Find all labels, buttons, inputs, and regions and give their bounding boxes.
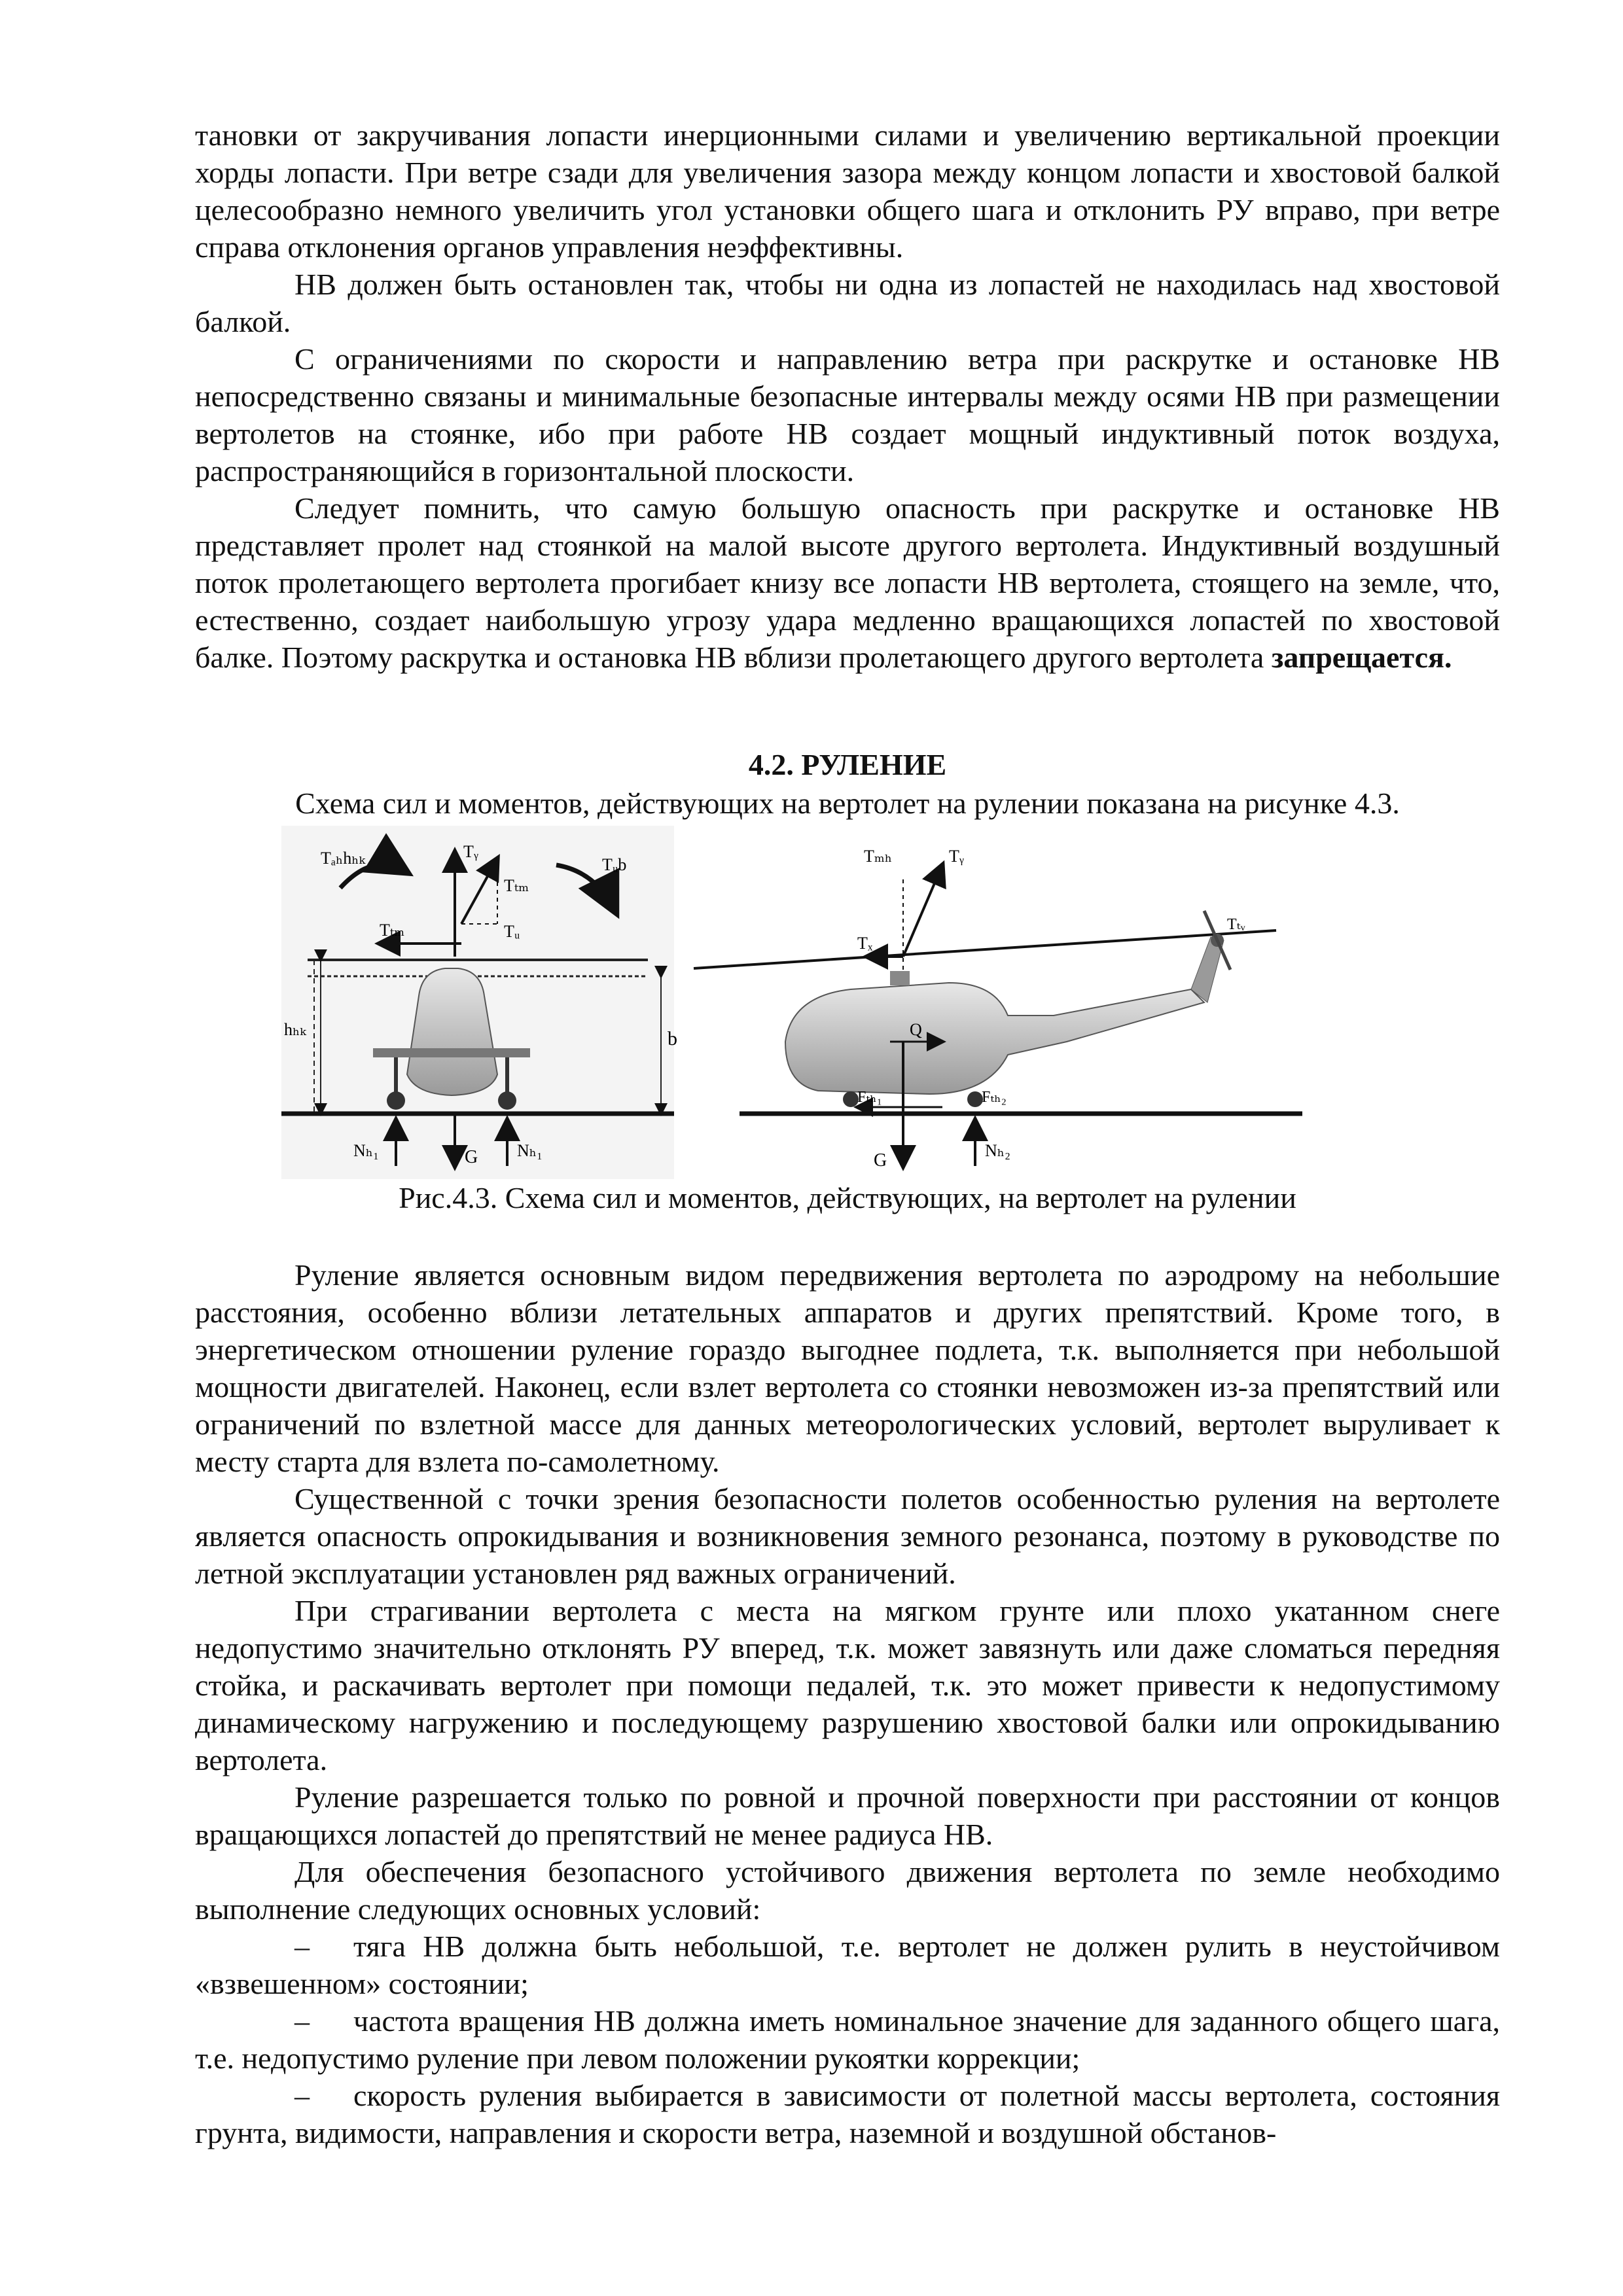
top-text-block [195, 116, 1500, 676]
label-ty-side: Tᵧ [949, 847, 964, 866]
dash-marker: – [294, 2079, 310, 2112]
label-tzb: Tᵤb [602, 855, 627, 874]
paragraph: Для обеспечения безопасного устойчивого движения вертолета по земле необходимо выполнение следующих основных условий: [195, 1855, 1500, 1926]
label-ftr2: Fₜₕ₂ [982, 1089, 1007, 1106]
rotor-blade-line [694, 930, 1276, 968]
paragraph: При страгивании вертолета с места на мягком грунте или плохо укатанном снеге недопустимо значительно отклонять РУ вперед, т.к. может завязнуть или даже сломаться передняя стойка, и раскачивать вертолет при помощи педалей, т.к. это может привести к недопустимому динамическому нагружению и последующему разрушению хвостовой балки или опрокидыванию вертолета. [195, 1594, 1500, 1776]
label-n1: Nₕ₁ [353, 1141, 380, 1160]
list-item-text: частота вращения НВ должна иметь номинальное значение для заданного общего шага, т.е. недопустимо руление при левом положении рукоятки коррекции; [195, 2004, 1500, 2075]
paragraph: Руление разрешается только по ровной и прочной поверхности при расстоянии от концов вращающихся лопастей до препятствий не менее радиуса НВ. [195, 1780, 1500, 1851]
paragraph [195, 489, 1500, 676]
body-text-block [195, 1256, 1500, 2151]
list-item [195, 2077, 1500, 2151]
label-g: G [465, 1147, 478, 1167]
label-ttr: Tₜₘ [380, 921, 405, 940]
section-title: 4.2. РУЛЕНИЕ [748, 748, 947, 781]
side-view [694, 847, 1302, 1171]
label-tx: Tₓ [857, 934, 873, 953]
label-n2: Nₕ₁ [517, 1141, 543, 1160]
figure-intro: Схема сил и моментов, действующих на вертолет на рулении показана на рисунке 4.3. [295, 786, 1400, 820]
list-item [195, 1928, 1500, 2002]
paragraph: С ограничениями по скорости и направлению ветра при раскрутке и остановке НВ непосредственно связаны и минимальные безопасные интервалы между осями НВ при размещении вертолетов на стоянке, ибо при работе НВ создает мощный индуктивный поток воздуха, распространяющийся в горизонтальной плоскости. [195, 342, 1500, 487]
figure-4-3 [281, 826, 1433, 1179]
label-tm: Tₘₕ [864, 847, 893, 866]
label-b: b [668, 1028, 677, 1050]
paragraph: НВ должен быть остановлен так, чтобы ни одна из лопастей не находилась над хвостовой балкой. [195, 268, 1500, 338]
list-item [195, 2002, 1500, 2077]
label-tph: Tₐₕhₕₖ [321, 849, 365, 868]
figure-caption: Рис.4.3. Схема сил и моментов, действующих, на вертолет на рулении [399, 1181, 1296, 1214]
label-g-side: G [874, 1150, 887, 1171]
fuselage-side [785, 983, 1204, 1094]
label-tz: Tᵤ [504, 922, 520, 941]
dash-marker: – [294, 2004, 310, 2038]
list-item-text: скорость руления выбирается в зависимости от полетной массы вертолета, состояния грунта, видимости, направления и скорости ветра, наземной и воздушной обстанов- [195, 2079, 1500, 2149]
label-q: Q [910, 1020, 922, 1039]
label-ty: Tᵧ [463, 842, 478, 861]
force-diagram [281, 826, 1433, 1179]
label-h: hₕₖ [284, 1020, 306, 1039]
paragraph-text: Следует помнить, что самую большую опасность при раскрутке и остановке НВ представляет пролет над стоянкой на малой высоте другого вертолета. Индуктивный воздушный поток пролетающего вертолета прогибает книзу все лопасти НВ вертолета, стоящего на земле, что, естественно, создает наибольшую угрозу удара медленно вращающихся лопастей по хвостовой балке. Поэтому раскрутка и остановка НВ вблизи пролетающего другого вертолета [195, 491, 1500, 674]
bold-emphasis: запрещается. [1271, 641, 1452, 674]
list-item-text: тяга НВ должна быть небольшой, т.е. вертолет не должен рулить в неустойчивом «взвешенном» состоянии; [195, 1930, 1500, 2000]
paragraph: Руление является основным видом передвижения вертолета по аэродрому на небольшие расстояния, особенно вблизи летательных аппаратов и других препятствий. Кроме того, в энергетическом отношении руление гораздо выгоднее подлета, т.к. выполняется при небольшой мощности двигателей. Наконец, если взлет вертолета со стоянки невозможен из-за препятствий или ограничений по взлетной массе для данных метеорологических условий, вертолет выруливает к месту старта для взлета по-самолетному. [195, 1258, 1500, 1478]
label-n2-side: Nₕ₂ [985, 1141, 1011, 1160]
front-view [281, 826, 677, 1179]
label-ftr1: Fₜₕ₁ [857, 1089, 883, 1106]
dash-marker: – [294, 1930, 310, 1963]
paragraph: Существенной с точки зрения безопасности полетов особенностью руления на вертолете является опасность опрокидывания и возникновения земного резонанса, поэтому в руководстве по летной эксплуатации установлен ряд важных ограничений. [195, 1482, 1500, 1590]
paragraph: тановки от закручивания лопасти инерционными силами и увеличению вертикальной проекции хорды лопасти. При ветре сзади для увеличения зазора между концом лопасти и хвостовой балкой целесообразно немного увеличить угол установки общего шага и отклонить РУ вправо, при ветре справа отклонения органов управления неэффективны. [195, 118, 1500, 264]
label-ttm: Tₜₘ [504, 876, 529, 895]
label-ttv: Tₜᵥ [1227, 916, 1245, 933]
